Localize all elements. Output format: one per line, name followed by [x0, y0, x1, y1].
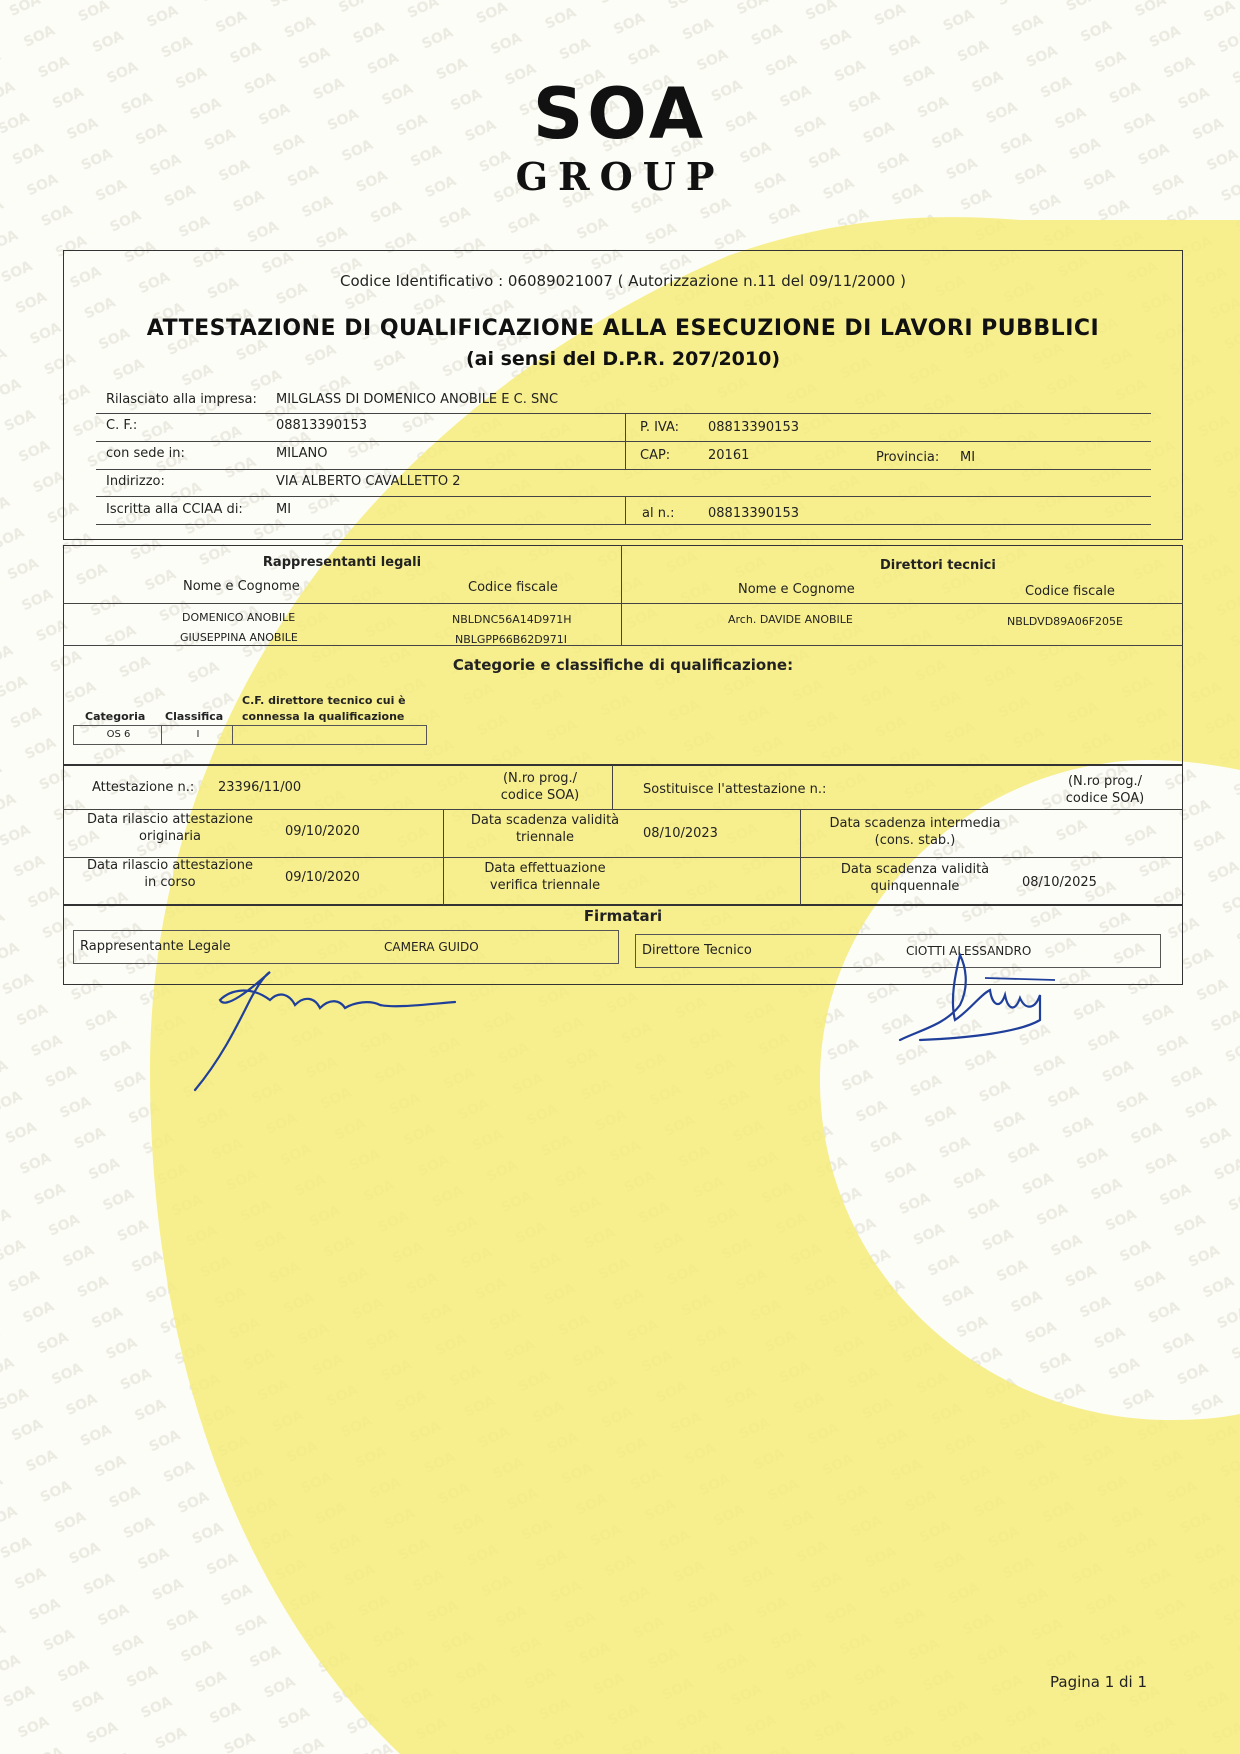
scad-interm-l2: (cons. stab.): [874, 833, 956, 848]
scad-quinq-l1: Data scadenza validità: [840, 862, 990, 877]
codice-identificativo: Codice Identificativo : 06089021007 ( Autorizzazione n.11 del 09/11/2000 ): [340, 272, 906, 290]
rappresentante-nome: DOMENICO ANOBILE: [182, 611, 296, 624]
attestazione-n-value: 23396/11/00: [218, 780, 302, 795]
classifica-cell: [161, 725, 233, 745]
rappresentanti-title: Rappresentanti legali: [262, 555, 422, 570]
cap-value: 20161: [708, 448, 750, 463]
cf-direttore-cell: [232, 725, 427, 745]
logo-group: GROUP: [515, 154, 725, 198]
rapp-value: CAMERA GUIDO: [384, 940, 479, 954]
signature-left: [180, 950, 480, 1100]
dir-value: CIOTTI ALESSANDRO: [906, 944, 1032, 958]
scad-trien-value: 08/10/2023: [643, 826, 718, 841]
scad-trien-l2: triennale: [515, 830, 575, 845]
direttori-col-nome: Nome e Cognome: [738, 582, 855, 597]
rappresentanti-col-nome: Nome e Cognome: [183, 579, 300, 594]
categorie-col-categoria: Categoria: [85, 710, 146, 723]
sede-label: con sede in:: [106, 446, 185, 461]
scad-interm-l1: Data scadenza intermedia: [829, 816, 1001, 831]
cciaa-value: MI: [276, 502, 292, 517]
categorie-col-cf-line2: connessa la qualificazione: [242, 710, 405, 723]
rilascio-orig-l2: originaria: [139, 829, 201, 844]
codice-soa-1: codice SOA): [500, 788, 580, 803]
direttori-title: Direttori tecnici: [880, 558, 996, 573]
rappresentante-cf: NBLGPP66B62D971I: [455, 633, 567, 646]
provincia-value: MI: [960, 450, 976, 465]
firmatari-title: Firmatari: [583, 907, 663, 925]
aln-value: 08813390153: [708, 506, 799, 521]
dir-label: Direttore Tecnico: [642, 943, 752, 958]
rilascio-orig-l1: Data rilascio attestazione: [87, 812, 253, 827]
scad-quinq-value: 08/10/2025: [1022, 875, 1097, 890]
logo-brand: SOA: [532, 78, 708, 155]
indirizzo-value: VIA ALBERTO CAVALLETTO 2: [276, 474, 461, 489]
page-subtitle: (ai sensi del D.P.R. 207/2010): [465, 348, 781, 370]
categorie-col-cf-line1: C.F. direttore tecnico cui è: [242, 694, 406, 707]
rilascio-corso-value: 09/10/2020: [285, 870, 360, 885]
cap-label: CAP:: [640, 448, 671, 463]
rilascio-orig-value: 09/10/2020: [285, 824, 360, 839]
sostituisce-label: Sostituisce l'attestazione n.:: [643, 782, 827, 797]
categorie-title: Categorie e classifiche di qualificazione:: [452, 656, 794, 674]
codice-soa-2: codice SOA): [1065, 791, 1145, 806]
cciaa-label: Iscritta alla CCIAA di:: [106, 502, 243, 517]
nro-prog-2: (N.ro prog./: [1067, 774, 1143, 789]
signature-right: [890, 950, 1080, 1050]
attestazione-n-label: Attestazione n.:: [92, 780, 195, 795]
aln-label: al n.:: [642, 506, 675, 521]
cf-value: 08813390153: [276, 418, 367, 433]
categorie-col-classifica: Classifica: [165, 710, 224, 723]
rilascio-corso-l1: Data rilascio attestazione: [87, 858, 253, 873]
scad-trien-l1: Data scadenza validità: [470, 813, 620, 828]
nro-prog-1: (N.ro prog./: [502, 771, 578, 786]
page-number: Pagina 1 di 1: [1050, 1673, 1148, 1691]
scad-quinq-l2: quinquennale: [870, 879, 960, 894]
direttore-cf: NBLDVD89A06F205E: [1007, 615, 1123, 628]
piva-value: 08813390153: [708, 420, 799, 435]
rilasciato-value: MILGLASS DI DOMENICO ANOBILE E C. SNC: [276, 392, 559, 407]
provincia-label: Provincia:: [876, 450, 940, 465]
indirizzo-label: Indirizzo:: [106, 474, 165, 489]
categoria-cell: [73, 725, 162, 745]
categoria-value: OS 6: [106, 729, 131, 740]
classifica-value: I: [196, 729, 200, 740]
cf-label: C. F.:: [106, 418, 138, 433]
rappresentante-cf: NBLDNC56A14D971H: [452, 613, 572, 626]
rilasciato-label: Rilasciato alla impresa:: [106, 392, 257, 407]
verifica-l2: verifica triennale: [489, 878, 601, 893]
soa-group-logo: [470, 78, 770, 198]
page-title: ATTESTAZIONE DI QUALIFICAZIONE ALLA ESECUZIONE DI LAVORI PUBBLICI: [146, 316, 1100, 341]
direttori-col-cf: Codice fiscale: [1025, 584, 1115, 599]
rapp-label: Rappresentante Legale: [80, 939, 231, 954]
piva-label: P. IVA:: [640, 420, 680, 435]
sede-value: MILANO: [276, 446, 328, 461]
rappresentante-nome: GIUSEPPINA ANOBILE: [180, 631, 298, 644]
direttore-nome: Arch. DAVIDE ANOBILE: [728, 613, 853, 626]
rappresentanti-col-cf: Codice fiscale: [468, 580, 558, 595]
rilascio-corso-l2: in corso: [144, 875, 196, 890]
verifica-l1: Data effettuazione: [484, 861, 606, 876]
